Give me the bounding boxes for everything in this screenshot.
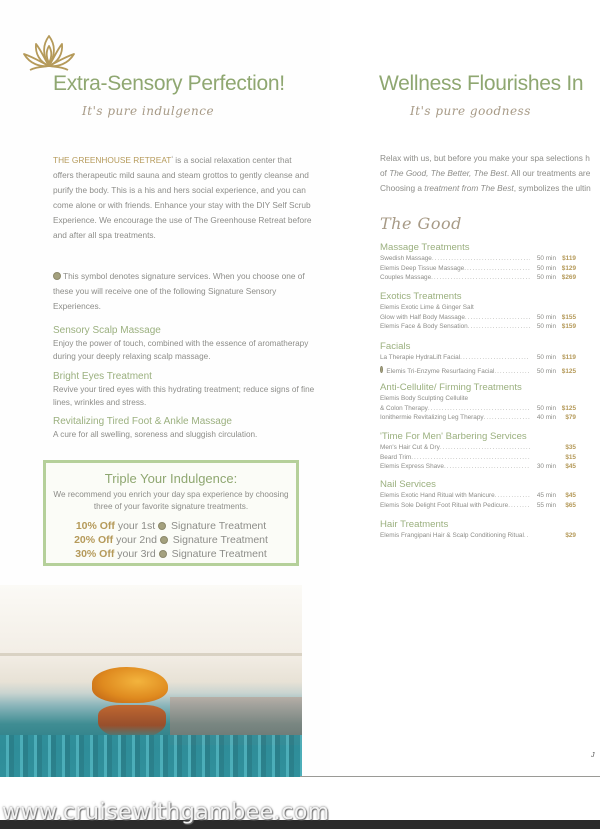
- signature-icon: [53, 272, 61, 280]
- category-title: Nail Services: [380, 479, 436, 490]
- leader-dots: [508, 501, 530, 511]
- page-subtitle: It's pure indulgence: [82, 104, 215, 118]
- item-price: $159: [561, 323, 576, 330]
- menu-category: [380, 291, 576, 332]
- experience-title: Revitalizing Tired Foot & Ankle Massage: [53, 416, 232, 427]
- category-title: 'Time For Men' Barbering Services: [380, 431, 527, 442]
- signature-note-text: This symbol denotes signature services. When you choose one of these you will receive one of the following Signature Sensory Experiences.: [53, 271, 305, 311]
- item-price: $119: [562, 354, 576, 361]
- item-price: $125: [561, 404, 576, 412]
- item-name: Glow with Half Body Massage: [380, 313, 465, 321]
- menu-item: [380, 353, 576, 363]
- experience-item: [53, 324, 318, 363]
- offer-text: your 1st: [114, 520, 159, 532]
- promo-box: [43, 460, 299, 566]
- menu-category: [380, 479, 576, 510]
- item-duration: 50 min: [536, 323, 556, 330]
- menu-item: [380, 531, 576, 541]
- item-price: $45: [565, 463, 576, 470]
- menu-item: [380, 254, 576, 264]
- item-name: Ionithermie Revitalizing Leg Therapy: [380, 414, 484, 421]
- signature-icon: [159, 550, 167, 558]
- offer-text: your 2nd: [113, 534, 160, 546]
- category-title: Massage Treatments: [380, 242, 470, 253]
- right-page-subtitle: It's pure goodness: [410, 104, 531, 118]
- leader-dots: [411, 453, 530, 463]
- item-duration: 50 min: [536, 313, 556, 321]
- menu-category: [380, 341, 576, 376]
- intro-text: of: [380, 168, 390, 178]
- item-name: & Colon Therapy: [380, 404, 428, 412]
- item-name: Elemis Exotic Hand Ritual with Manicure: [380, 492, 495, 499]
- intro-line: [380, 151, 600, 166]
- item-duration: 40 min: [536, 414, 556, 421]
- menu-item: [380, 453, 576, 463]
- signature-icon: [158, 522, 166, 530]
- item-price: $269: [561, 274, 576, 281]
- menu-item: [380, 501, 576, 511]
- photo-face: [92, 667, 168, 703]
- leader-dots: [494, 367, 530, 377]
- item-duration: 55 min: [536, 501, 556, 509]
- item-duration: 45 min: [536, 492, 556, 499]
- page-title: Extra-Sensory Perfection!: [53, 72, 285, 95]
- promo-offers: [46, 519, 296, 561]
- menu-item: [380, 404, 576, 414]
- offer-discount: 10% Off: [75, 520, 115, 532]
- leader-dots: [524, 531, 530, 541]
- item-name: Couples Massage: [380, 274, 432, 281]
- offer-text: your 3rd: [114, 548, 159, 560]
- intro-line: [380, 181, 600, 196]
- watermark: www.cruisewithgambee.com: [2, 800, 330, 825]
- photo-pool-tiles: [0, 735, 302, 778]
- item-price: $125: [561, 367, 576, 375]
- offer-discount: 30% Off: [75, 548, 115, 560]
- intro-text: Choosing a: [380, 183, 425, 193]
- item-name: Elemis Tri-Enzyme Resurfacing Facial: [386, 367, 495, 375]
- offer-suffix: Signature Treatment: [169, 534, 268, 546]
- item-name: Elemis Express Shave: [380, 463, 444, 470]
- menu-item: [380, 462, 576, 472]
- item-duration: 50 min: [536, 354, 556, 361]
- item-price: $35: [565, 444, 576, 451]
- item-price: $65: [565, 501, 576, 509]
- category-title: Hair Treatments: [380, 519, 449, 530]
- intro-line: [380, 166, 600, 181]
- offer-suffix: Signature Treatment: [168, 548, 267, 560]
- menu-item: [380, 443, 576, 453]
- leader-dots: [460, 353, 530, 363]
- item-name: Beard Trim: [380, 453, 412, 461]
- leader-dots: [431, 273, 530, 283]
- promo-offer: [46, 519, 296, 533]
- signature-icon: [160, 536, 168, 544]
- leader-dots: [440, 443, 530, 453]
- photo-reflection: [98, 705, 166, 739]
- promo-offer: [46, 547, 296, 561]
- item-duration: 50 min: [536, 404, 556, 412]
- item-name: Elemis Face & Body Sensation: [380, 323, 468, 330]
- category-title: Facials: [380, 341, 411, 352]
- offer-suffix: Signature Treatment: [168, 520, 267, 532]
- item-name-line: Elemis Exotic Lime & Ginger Salt: [380, 304, 474, 311]
- item-duration: 50 min: [536, 274, 556, 281]
- menu-item: [380, 322, 576, 332]
- menu-category: [380, 519, 576, 541]
- photo-horizon: [0, 653, 302, 656]
- item-price: $45: [565, 492, 576, 499]
- item-price: $29: [565, 532, 576, 539]
- promo-title: Triple Your Indulgence:: [104, 471, 238, 486]
- leader-dots: [428, 404, 530, 414]
- experience-description: Enjoy the power of touch, combined with the essence of aromatherapy during your deeply relaxing scalp massage.: [53, 339, 309, 361]
- intro-text: . All our treatments are: [506, 168, 591, 178]
- category-title: Exotics Treatments: [380, 291, 462, 302]
- experience-item: [53, 370, 318, 409]
- menu-category: [380, 431, 576, 472]
- signature-note: [53, 269, 313, 314]
- leader-dots: [495, 491, 530, 501]
- menu-category: [380, 242, 576, 283]
- menu-category: [380, 382, 576, 423]
- item-price: $119: [562, 255, 576, 262]
- right-intro: [380, 151, 600, 196]
- page-number: J: [591, 752, 595, 759]
- item-name: La Therapie HydraLift Facial: [380, 354, 461, 361]
- promo-description: We recommend you enrich your day spa experience by choosing three of your favorite signature treatments.: [53, 490, 289, 511]
- menu-item: [380, 264, 576, 274]
- right-page-title: Wellness Flourishes In: [379, 72, 584, 95]
- leader-dots: [468, 322, 530, 332]
- intro-text: , symbolizes the ultin: [513, 183, 591, 193]
- experience-description: A cure for all swelling, soreness and sluggish circulation.: [53, 430, 258, 439]
- item-duration: 50 min: [536, 367, 556, 375]
- menu-item: [380, 313, 576, 323]
- experience-description: Revive your tired eyes with this hydrating treatment; reduce signs of fine lines, wrinkles and stress.: [53, 385, 315, 407]
- item-name-line: Elemis Body Sculpting Cellulite: [380, 395, 469, 402]
- menu-item: [380, 413, 576, 423]
- item-name: Men's Hair Cut & Dry: [380, 444, 440, 451]
- item-name: Elemis Sole Delight Foot Ritual with Pedicure: [380, 501, 509, 509]
- menu-item: [380, 366, 576, 377]
- intro-italic: treatment from The Best: [424, 183, 514, 193]
- signature-icon: [380, 366, 383, 373]
- intro-italic: The Good, The Better, The Best: [389, 168, 507, 178]
- menu-item: [380, 491, 576, 501]
- promo-offer: [46, 533, 296, 547]
- item-price: $15: [565, 453, 576, 461]
- item-name: Elemis Deep Tissue Massage: [380, 264, 465, 272]
- intro-paragraph: [53, 151, 313, 243]
- offer-discount: 20% Off: [74, 534, 114, 546]
- category-title: Anti-Cellulite/ Firming Treatments: [380, 382, 522, 393]
- brand-mark: ¹: [171, 155, 173, 161]
- leader-dots: [464, 264, 530, 274]
- item-price: $129: [561, 264, 576, 272]
- item-name: Swedish Massage: [380, 255, 432, 262]
- tier-heading: The Good: [380, 214, 462, 233]
- experience-title: Sensory Scalp Massage: [53, 325, 161, 336]
- leader-dots: [484, 413, 530, 423]
- item-price: $79: [565, 414, 576, 421]
- leader-dots: [432, 254, 530, 264]
- spa-photo: [0, 585, 302, 778]
- leader-dots: [465, 313, 530, 323]
- menu-item: [380, 273, 576, 283]
- item-price: $155: [561, 313, 576, 321]
- leader-dots: [444, 462, 530, 472]
- experience-item: [53, 415, 318, 441]
- item-name: Elemis Frangipani Hair & Scalp Conditioning Ritual: [380, 532, 524, 539]
- item-duration: 50 min: [536, 264, 556, 272]
- lotus-icon: [20, 32, 78, 74]
- intro-text: Relax with us, but before you make your spa selections h: [380, 153, 590, 163]
- intro-text: is a social relaxation center that offers therapeutic mild sauna and steam grottos to gently cleanse and purify the body. This is a his and hers social experience, and you can come alone or with friends. Enhance your stay with the DIY Self Scrub Experience. We encourage the use of The Greenhouse Retreat before and after all spa treatments.: [53, 154, 312, 240]
- experience-title: Bright Eyes Treatment: [53, 371, 152, 382]
- brand-name: THE GREENHOUSE RETREAT: [53, 154, 172, 165]
- item-duration: 30 min: [536, 463, 556, 470]
- item-duration: 50 min: [536, 255, 556, 262]
